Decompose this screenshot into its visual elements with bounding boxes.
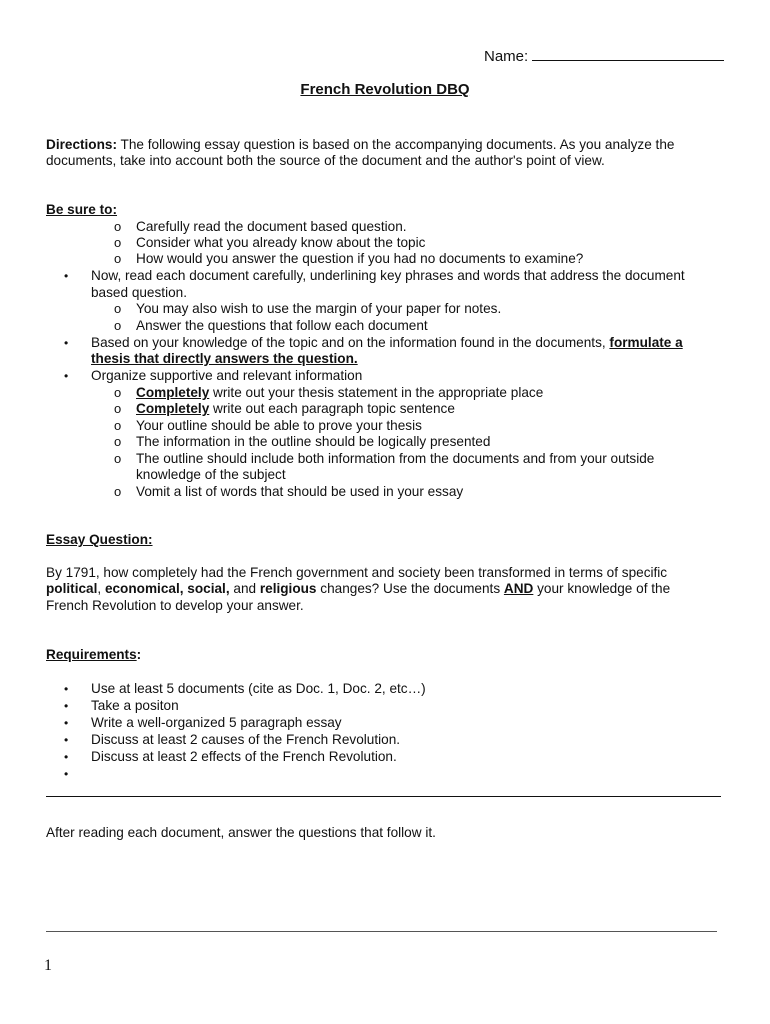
name-field[interactable] — [484, 46, 724, 66]
essay-heading: Essay Question: — [46, 532, 153, 547]
after-reading-instruction: After reading each document, answer the questions that follow it. — [46, 825, 436, 840]
essay-line-1: By 1791, how completely had the French government and society been transformed in terms of specific — [46, 565, 668, 580]
directions-line-1: Directions: The following essay question is based on the accompanying documents. As you analyze the — [46, 137, 675, 152]
directions-line-2: documents, take into account both the source of the document and the author's point of view. — [46, 153, 605, 168]
page-title: French Revolution DBQ — [300, 81, 470, 98]
divider — [46, 796, 721, 797]
name-blank-line[interactable] — [532, 46, 724, 61]
directions-label: Directions: — [46, 137, 118, 152]
essay-line-2: political, economical, social, and religious changes? Use the documents AND your knowledge of the — [46, 581, 671, 596]
page-number: 1 — [44, 957, 52, 974]
name-label: Name: — [484, 48, 529, 65]
divider-bottom — [46, 931, 717, 932]
be-sure-heading: Be sure to: — [46, 202, 118, 217]
requirements-heading: Requirements: — [46, 647, 142, 662]
essay-line-3: French Revolution to develop your answer. — [46, 598, 304, 613]
